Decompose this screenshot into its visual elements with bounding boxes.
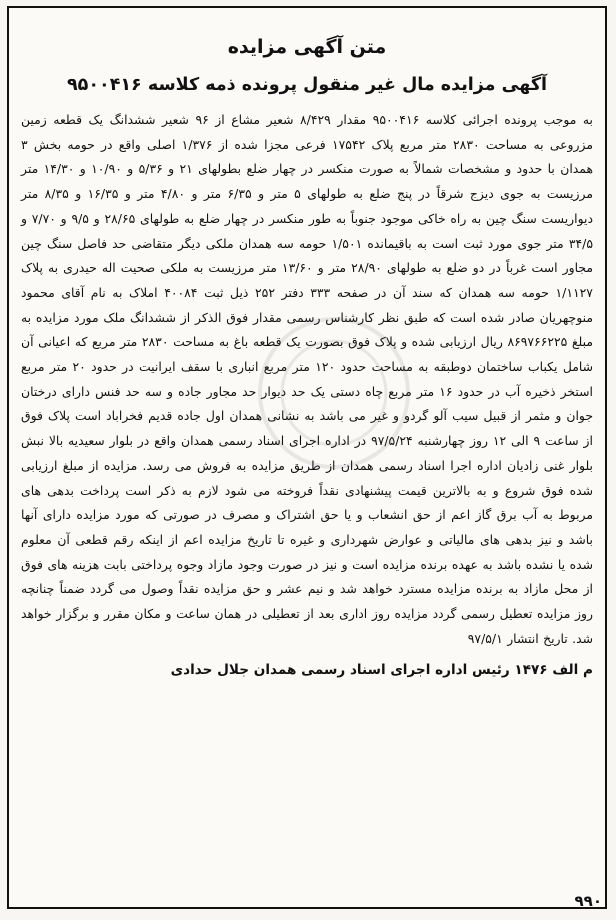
notice-signature: م الف ۱۴۷۶ رئیس اداره اجرای اسناد رسمی همدان جلال حدادی xyxy=(170,662,593,679)
notice-subtitle: آگهی مزایده مال غیر منقول پرونده ذمه کلاسه ۹۵۰۰۴۱۶ xyxy=(66,75,548,95)
notice-content xyxy=(9,36,605,681)
notice-frame xyxy=(7,6,607,909)
page-code: ۹۹۰ xyxy=(574,892,602,910)
notice-body: به موجب پرونده اجرائی کلاسه ۹۵۰۰۴۱۶ مقدار ۸/۴۲۹ شعیر مشاع از ۹۶ شعیر ششدانگ یک قطعه زمین مزروعی به مساحت ۲۸۳۰ متر مربع پلاک ۱۷۵۴۲ فرعی مجزا شده از ۱/۳۷۶ اصلی واقع در حومه بخش ۳ همدان با حدود و مشخصات شمالاً به صورت منکسر در چهار ضلع بطولهای ۲۱ و ۵/۳۶ و ۱۰/۹۰ و ۱۴/۳۰ متر مرزیست به جوی دیزج شرقاً در پنج ضلع به طولهای ۵ متر و ۶/۳۵ متر و ۴/۸۰ متر و ۱۶/۳۵ و ۸/۳۵ متر دیواریست سنگ چین به راه خاکی موجود جنوباً به طور منکسر در چهار ضلع به طولهای ۲۸/۶۵ و ۹/۵ و ۷/۷۰ و ۳۴/۵ متر جوی مورد ثبت است به باقیمانده ۱/۵۰۱ حومه سه همدان ملکی دیگر متقاضی حد فاصل سنگ چین مجاور است غرباً در دو ضلع به طولهای ۲۸/۹۰ متر و ۱۳/۶۰ متر مرزیست به ملکی صحیت اله حیدری به پلاک ۱/۱۱۲۷ حومه سه همدان که سند آن در صفحه ۳۳۳ دفتر ۲۵۲ ذیل ثبت ۴۰۰۸۴ املاک به نام آقای محمود منوچهریان صادر شده است که طبق نظر کارشناس رسمی مقدار فوق الذکر از ششدانگ ملک مورد مزایده به مبلغ ۸۶۹۷۶۶۲۲۵ ریال ارزیابی شده و پلاک فوق بصورت یک قطعه باغ به مساحت ۲۸۳۰ متر مربع که اعیانی آن شامل یکباب ساختمان دوطبقه به مساحت حدود ۱۲۰ متر مربع انباری با سقف ایرانیت در حدود ۲۰ متر مربع استخر ذخیره آب در حدود ۱۶ متر مربع چاه دستی یک حد دیوار حد مجاور جاده و سه حد فنس دارای درختان جوان و مثمر از قبیل سیب آلو گردو و غیر می باشد به نشانی همدان اول جاده قدیم فخراباد است پلاک فوق از ساعت ۹ الی ۱۲ روز چهارشنبه ۹۷/۵/۲۴ در اداره اجرای اسناد رسمی همدان واقع در بلوار سعیدیه بالا نبش بلوار غنی زادیان اداره اجرا اسناد رسمی همدان از طریق مزایده به فروش می رسد. مزایده از مبلغ ارزیابی شده فوق شروع و به بالاترین قیمت پیشنهادی نقداً فروخته می شود لازم به ذکر است پرداخت بدهی های مربوط به آب برق گاز اعم از حق انشعاب و یا حق اشتراک و مصرف در صورتی که مورد مزایده دارای آنها باشد و نیز بدهی های مالیاتی و عوارض شهرداری و غیره تا تاریخ مزایده اعم از اینکه رقم قطعی آن معلوم شده یا نشده باشد به عهده برنده مزایده است و نیز در صورت وجود مازاد وجوه پرداختی بابت هزینه های فوق از محل مازاد به برنده مزایده مسترد خواهد شد و نیم عشر و حق مزایده نقداً وصول می گردد ضمناً چنانچه روز مزایده تعطیل رسمی گردد مزایده روز اداری بعد از تعطیلی در همان ساعت و مکان مقرر و برگزار خواهد شد. تاریخ انتشار ۹۷/۵/۱ xyxy=(21,112,594,646)
notice-title: متن آگهی مزایده xyxy=(227,36,387,58)
